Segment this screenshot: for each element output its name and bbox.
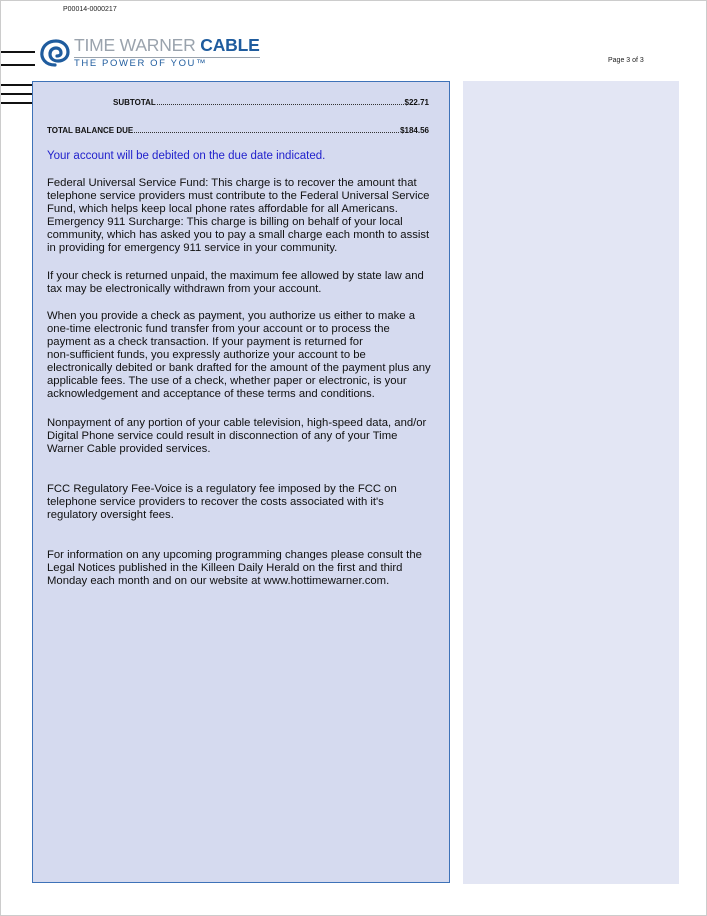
paragraph-nonpayment (47, 417, 447, 456)
total-due-label: TOTAL BALANCE DUE (47, 126, 134, 135)
text-line: Legal Notices published in the Killeen Daily Herald on the first and third (47, 562, 403, 574)
paragraph-returned-check (47, 270, 447, 296)
paragraph-usf (47, 177, 447, 255)
text-line: If your check is returned unpaid, the maximum fee allowed by state law and (47, 270, 424, 282)
side-panel (463, 81, 679, 884)
text-line: Fund, which helps keep local phone rates affordable for all Americans. (47, 203, 398, 215)
text-line: Monday each month and on our website at www.hottimewarner.com. (47, 575, 390, 587)
text-line: FCC Regulatory Fee-Voice is a regulatory fee imposed by the FCC on (47, 483, 397, 495)
text-line: Warner Cable provided services. (47, 443, 211, 455)
paragraph-programming-notice (47, 549, 447, 588)
text-line: For information on any upcoming programming changes please consult the (47, 549, 422, 561)
omr-mark (1, 102, 35, 104)
text-line: Nonpayment of any portion of your cable television, high-speed data, and/or (47, 417, 427, 429)
logo-tagline: THE POWER OF YOU™ (74, 57, 260, 69)
total-due-value: $184.56 (400, 126, 429, 135)
text-line: Emergency 911 Surcharge: This charge is billing on behalf of your local (47, 216, 403, 228)
debit-notice: Your account will be debited on the due date indicated. (47, 150, 326, 162)
omr-mark (1, 84, 35, 86)
page-number: Page 3 of 3 (608, 57, 644, 64)
statement-panel (32, 81, 450, 883)
text-line: Federal Universal Service Fund: This charge is to recover the amount that (47, 177, 417, 189)
text-line: one-time electronic fund transfer from your account or to process the (47, 323, 390, 335)
subtotal-row (113, 98, 429, 107)
logo-text: TIME WARNER (74, 35, 201, 55)
company-logo (39, 37, 260, 68)
text-line: acknowledgement and acceptance of these terms and conditions. (47, 388, 375, 400)
text-line: regulatory oversight fees. (47, 509, 174, 521)
text-line: telephone service providers must contribute to the Federal Universal Service (47, 190, 430, 202)
text-line: Digital Phone service could result in disconnection of any of your Time (47, 430, 398, 442)
text-line: electronically debited or bank drafted for the amount of the payment plus any (47, 362, 431, 374)
text-line: non-sufficient funds, you expressly authorize your account to be (47, 349, 366, 361)
text-line: payment as a check transaction. If your payment is returned for (47, 336, 363, 348)
text-line: in providing for emergency 911 service in your community. (47, 242, 338, 254)
paragraph-fcc-fee (47, 483, 447, 522)
total-due-row (47, 126, 429, 135)
subtotal-value: $22.71 (404, 98, 429, 107)
text-line: community, which has asked you to pay a small charge each month to assist (47, 229, 430, 241)
text-line: telephone service providers to recover the costs associated with it's (47, 496, 384, 508)
text-line: When you provide a check as payment, you authorize us either to make a (47, 310, 415, 322)
subtotal-label: SUBTOTAL (113, 98, 156, 107)
omr-mark (1, 93, 35, 95)
logo-text-bold: CABLE (200, 35, 260, 55)
omr-mark (1, 64, 35, 66)
text-line: tax may be electronically withdrawn from your account. (47, 283, 322, 295)
text-line: applicable fees. The use of a check, whether paper or electronic, is your (47, 375, 407, 387)
paragraph-check-authorization (47, 310, 447, 401)
document-id: P00014-0000217 (63, 6, 117, 13)
omr-mark (1, 51, 35, 53)
eye-swirl-icon (39, 38, 71, 68)
